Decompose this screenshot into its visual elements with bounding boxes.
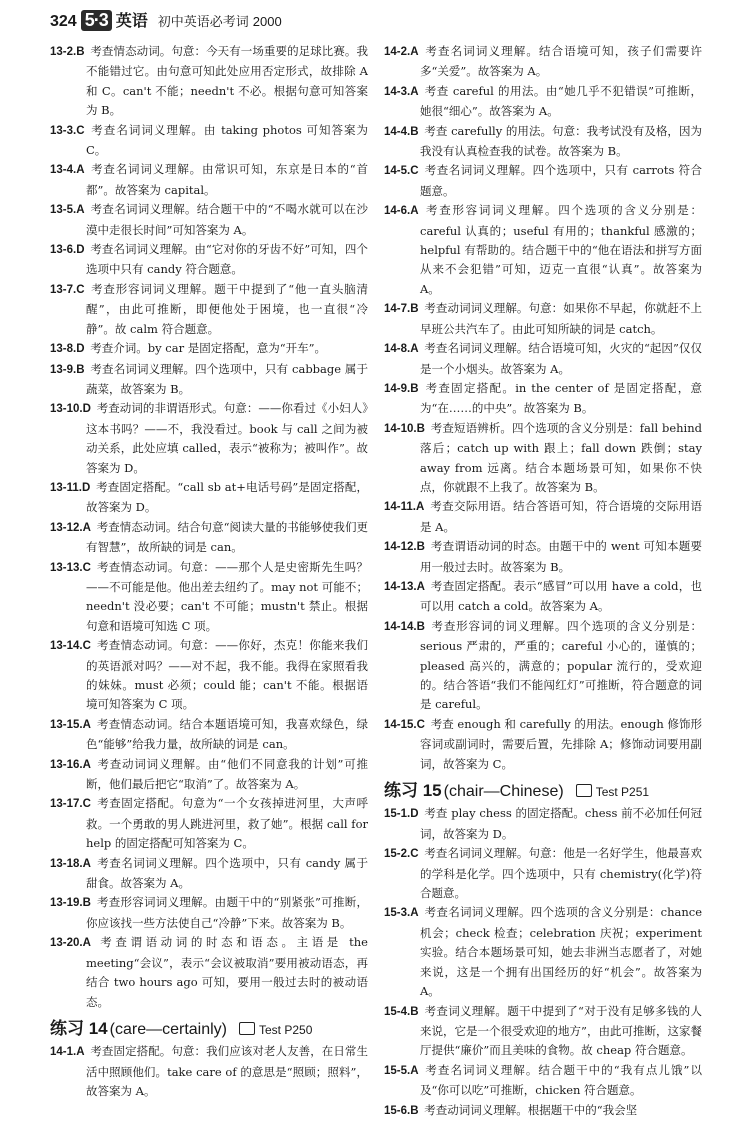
answer-entry <box>50 121 368 161</box>
answer-explanation: 考查情态动词。句意：今天有一场重要的足球比赛。我不能错过它。由句意可知此处应用否定形式，故排除 A 和 C。can't 不能；needn't 不必。根据句意可知答案为 B。 <box>86 44 368 118</box>
answer-number: 13-15.A <box>50 718 91 731</box>
answer-number: 13-19.B <box>50 897 91 910</box>
answer-explanation: 考查名词词义理解。四个选项中，只有 carrots 符合题意。 <box>420 163 702 198</box>
answer-entry <box>50 636 368 715</box>
answer-explanation: 考查动词词义理解。句意：如果你不早起，你就赶不上早班公共汽车了。由此可知所缺的词是 catch。 <box>420 301 702 336</box>
answer-list-right-after <box>384 804 702 1121</box>
answer-entry <box>50 893 368 933</box>
answer-entry <box>50 399 368 478</box>
answer-explanation: 考查形容词词义理解。由题干中的“别紧张”可推断，你应该找一些方法使自己“冷静”下来。故答案为 B。 <box>86 895 368 930</box>
answer-explanation: 考查动词词义理解。由“他们不同意我的计划”可推断，他们最后把它“取消”了。故答案为 A。 <box>86 756 368 792</box>
answer-number: 14-11.A <box>384 501 425 514</box>
answer-number: 14-14.B <box>384 620 425 633</box>
answer-explanation: 考查形容词词义理解。四个选项的含义分别是：careful 认真的；useful 有用的；thankful 感激的；helpful 有帮助的。结合题干中的“他在语法和拼写方面从来不会犯错”可知，迈克一直很“认真”。故答案为 A。 <box>420 203 702 296</box>
answer-number: 13-5.A <box>50 204 85 217</box>
answer-explanation: 考查动词词义理解。根据题干中的“我会坚 <box>424 1102 638 1117</box>
answer-number: 14-13.A <box>384 580 425 593</box>
answer-number: 14-3.A <box>384 85 419 98</box>
answer-explanation: 考查名词词义理解。结合题干中的“不喝水就可以在沙漠中走很长时间”可知答案为 A。 <box>86 202 368 237</box>
answer-explanation: 考查情态动词。句意：——那个人是史密斯先生吗？——不可能是他。他出差去纽约了。may not 可能不；needn't 没必要；can't 不可能；mustn't 禁止。根据句意和语境可知选 C 项。 <box>86 559 368 633</box>
answer-explanation: 考查词义理解。题干中提到了“对于没有足够多钱的人来说，它是一个很受欢迎的地方”，由此可推断，这家餐厅提供“廉价”而且美味的食物。故 cheap 符合题意。 <box>420 1003 702 1058</box>
answer-explanation: 考查谓语动词的时态和语态。主语是 the meeting“会议”，表示“会议被取消”要用被动语态，再结合 two hours ago 可知，要用一般过去时的被动语态。 <box>86 935 368 1009</box>
answer-entry <box>384 497 702 537</box>
answer-entry <box>50 1042 368 1101</box>
section-title: 练习 14 <box>50 1018 108 1038</box>
answer-explanation: 考查名词词义理解。结合语境可知，火灾的“起因”仅仅是一个小烟头。故答案为 A。 <box>420 341 702 376</box>
answer-entry <box>384 42 702 82</box>
answer-number: 15-1.D <box>384 808 419 821</box>
answer-explanation: 考查谓语动词的时态。由题干中的 went 可知本题要用一般过去时。故答案为 B。 <box>420 539 702 574</box>
section-subtitle: (care—certainly) <box>109 1020 227 1038</box>
answer-entry <box>50 240 368 280</box>
answer-entry <box>384 379 702 419</box>
answer-entry <box>384 617 702 715</box>
answer-explanation: 考查名词词义理解。句意：他是一名好学生，他最喜欢的学科是化学。四个选项中，只有 chemistry(化学)符合题意。 <box>420 846 702 901</box>
book-title: 初中英语必考词 <box>157 14 249 29</box>
answer-explanation: 考查动词的非谓语形式。句意：——你看过《小妇人》这本书吗？——不，我没看过。book 与 call 之间为被动关系，此处应填 called，表示“被称为；被叫作”。故答案为 D。 <box>86 401 368 475</box>
answer-number: 13-9.B <box>50 363 85 376</box>
answer-entry <box>50 755 368 795</box>
answer-list-left <box>50 42 368 1012</box>
answer-explanation: 考查固定搭配。表示“感冒”可以用 have a cold，也可以用 catch a cold。故答案为 A。 <box>420 578 702 614</box>
answer-number: 13-2.B <box>50 46 85 58</box>
answer-entry <box>384 577 702 617</box>
answer-number: 14-1.A <box>50 1046 85 1059</box>
answer-number: 13-3.C <box>50 124 85 137</box>
answer-list-right <box>384 42 702 774</box>
book-icon <box>239 1022 255 1035</box>
answer-explanation: 考查名词词义理解。四个选项中，只有 candy 属于甜食。故答案为 A。 <box>86 855 368 891</box>
page-header <box>50 8 282 36</box>
answer-number: 14-5.C <box>384 165 419 178</box>
answer-entry <box>50 360 368 400</box>
answer-number: 13-13.C <box>50 561 91 574</box>
answer-explanation: 考查名词词义理解。由“它对你的牙齿不好”可知，四个选项中只有 candy 符合题意。 <box>86 242 368 277</box>
answer-explanation: 考查 carefully 的用法。句意：我考试没有及格，因为我没有认真检查我的试卷。故答案为 B。 <box>420 123 702 159</box>
answer-explanation: 考查名词词义理解。结合语境可知，孩子们需要许多“关爱”。故答案为 A。 <box>420 44 702 79</box>
answer-number: 14-6.A <box>384 205 419 218</box>
answer-entry <box>384 715 702 774</box>
brand-logo: 5·3 <box>81 10 112 31</box>
left-column <box>50 42 368 1102</box>
answer-explanation: 考查固定搭配。句意：我们应该对老人友善，在日常生活中照顾他们。take care of 的意思是“照顾；照料”，故答案为 A。 <box>86 1044 368 1099</box>
answer-list-left-after <box>50 1042 368 1101</box>
answer-number: 13-18.A <box>50 857 91 870</box>
answer-number: 14-7.B <box>384 303 419 316</box>
answer-entry <box>50 794 368 853</box>
answer-explanation: 考查名词词义理解。结合题干中的“我有点儿饿”以及“你可以吃”可推断，chicken 符合题意。 <box>420 1062 702 1098</box>
test-reference: Test P251 <box>595 785 650 800</box>
answer-explanation: 考查 careful 的用法。由“她几乎不犯错误”可推断，她很“细心”。故答案为 A。 <box>420 83 702 119</box>
answer-explanation: 考查情态动词。结合本题语境可知，我喜欢绿色，绿色“能够”给我力量，故所缺的词是 can。 <box>86 716 368 752</box>
answer-number: 13-16.A <box>50 758 91 771</box>
answer-number: 13-4.A <box>50 164 85 177</box>
answer-entry <box>384 903 702 1001</box>
answer-number: 13-8.D <box>50 343 85 356</box>
answer-explanation: 考查情态动词。句意：——你好，杰克！你能来我们的英语派对吗？——对不起，我不能。我得在家照看我的妹妹。must 必须；could 能；can't 不能。根据语境可知答案为 C 项。 <box>86 638 368 712</box>
answer-entry <box>384 201 702 299</box>
answer-number: 13-17.C <box>50 798 91 811</box>
answer-entry <box>384 1061 702 1101</box>
section-heading-15 <box>384 781 702 802</box>
answer-number: 15-4.B <box>384 1005 419 1018</box>
answer-number: 15-2.C <box>384 848 419 861</box>
answer-entry <box>384 299 702 339</box>
answer-number: 14-9.B <box>384 382 419 395</box>
answer-number: 13-20.A <box>50 937 91 950</box>
answer-explanation: 考查名词词义理解。四个选项中，只有 cabbage 属于蔬菜，故答案为 B。 <box>86 361 368 396</box>
answer-entry <box>50 518 368 558</box>
answer-number: 15-6.B <box>384 1104 419 1117</box>
answer-explanation: 考查名词词义理解。四个选项的含义分别是：chance 机会；check 检查；celebration 庆祝；experiment 实验。结合本题场景可知，她去非洲当志愿者了，对她来说，这是一个拥有出国经历的好“机会”。故答案为 A。 <box>420 905 702 999</box>
answer-entry <box>384 82 702 122</box>
answer-entry <box>50 715 368 755</box>
page-number: 324 <box>50 13 77 30</box>
answer-explanation: 考查交际用语。结合答语可知，符合语境的交际用语是 A。 <box>420 499 702 534</box>
answer-explanation: 考查短语辨析。四个选项的含义分别是：fall behind 落后；catch up with 跟上；fall down 跌倒；stay away from 远离。结合本题场景可知，如果你不快点，你就跟不上我了。故答案为 B。 <box>420 420 702 494</box>
answer-number: 14-12.B <box>384 541 425 554</box>
answer-entry <box>50 478 368 518</box>
answer-number: 15-3.A <box>384 907 419 920</box>
answer-number: 13-7.C <box>50 283 85 296</box>
book-icon <box>576 784 592 797</box>
answer-explanation: 考查名词词义理解。由 taking photos 可知答案为 C。 <box>86 122 368 158</box>
answer-number: 13-6.D <box>50 244 85 257</box>
answer-explanation: 考查介词。by car 是固定搭配，意为“开车”。 <box>90 341 327 356</box>
right-column <box>384 42 702 1121</box>
answer-explanation: 考查 enough 和 carefully 的用法。enough 修饰形容词或副词时，需要后置，先排除 A；修饰动词要用副词，故答案为 C。 <box>420 716 702 771</box>
test-reference: Test P250 <box>259 1022 313 1037</box>
answer-entry <box>50 42 368 121</box>
answer-number: 13-14.C <box>50 640 91 653</box>
answer-entry <box>384 339 702 379</box>
section-heading-14 <box>50 1019 368 1040</box>
answer-number: 13-10.D <box>50 403 91 416</box>
answer-explanation: 考查形容词的词义理解。四个选项的含义分别是：serious 严肃的，严重的；careful 小心的，谨慎的；pleased 高兴的，满意的；popular 流行的，受欢迎的。结合答语“我们不能闯红灯”可推断，符合题意的词是 careful。 <box>420 618 702 712</box>
answer-number: 14-8.A <box>384 343 419 356</box>
answer-entry <box>50 160 368 200</box>
answer-entry <box>384 122 702 162</box>
answer-entry <box>384 537 702 577</box>
answer-explanation: 考查情态动词。结合句意“阅读大量的书能够使我们更有智慧”，故所缺的词是 can。 <box>86 519 368 555</box>
answer-entry <box>384 161 702 201</box>
answer-entry <box>50 933 368 1012</box>
answer-explanation: 考查固定搭配。“call sb at+电话号码”是固定搭配，故答案为 D。 <box>86 479 368 515</box>
answer-number: 14-4.B <box>384 125 419 138</box>
answer-number: 13-11.D <box>50 481 91 494</box>
answer-number: 15-5.A <box>384 1064 419 1077</box>
book-count: 2000 <box>252 14 282 29</box>
answer-number: 13-12.A <box>50 521 91 534</box>
answer-entry <box>50 854 368 894</box>
answer-entry <box>50 558 368 637</box>
answer-explanation: 考查固定搭配。in the center of 是固定搭配，意为“在……的中央”。故答案为 B。 <box>420 380 702 416</box>
answer-entry <box>384 844 702 903</box>
section-title: 练习 15 <box>384 781 442 801</box>
section-subtitle: (chair—Chinese) <box>443 783 564 801</box>
answer-entry <box>50 280 368 339</box>
answer-entry <box>50 200 368 240</box>
answer-explanation: 考查名词词义理解。由常识可知，东京是日本的“首都”。故答案为 capital。 <box>86 162 368 197</box>
answer-entry <box>384 804 702 844</box>
answer-explanation: 考查形容词词义理解。题干中提到了“他一直头脑清醒”，由此可推断，即便他处于困境，也一直很“冷静”。故 calm 符合题意。 <box>86 281 368 336</box>
answer-number: 14-15.C <box>384 718 425 731</box>
answer-number: 14-10.B <box>384 422 425 435</box>
answer-entry <box>50 339 368 359</box>
answer-number: 14-2.A <box>384 46 419 58</box>
answer-entry <box>384 1002 702 1061</box>
answer-explanation: 考查 play chess 的固定搭配。chess 前不必加任何冠词，故答案为 D。 <box>420 806 702 841</box>
brand-text: 英语 <box>115 13 148 30</box>
answer-explanation: 考查固定搭配。句意为“一个女孩掉进河里，大声呼救。一个勇敢的男人跳进河里，救了她”。根据 call for help 的固定搭配可知答案为 C。 <box>86 796 368 851</box>
answer-entry <box>384 419 702 498</box>
